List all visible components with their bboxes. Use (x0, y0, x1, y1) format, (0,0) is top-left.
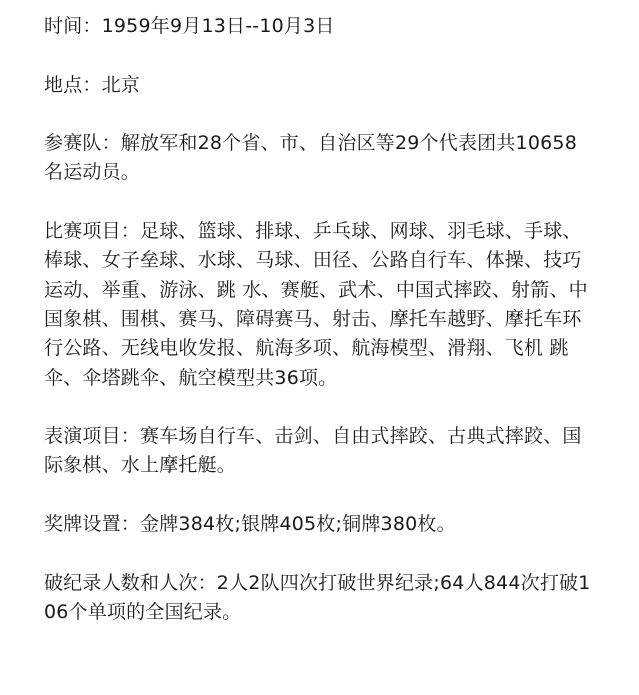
paragraph-events: 比赛项目：足球、篮球、排球、乒乓球、网球、羽毛球、手球、棒球、女子垒球、水球、马球、田径、公路自行车、体操、技巧运动、举重、游泳、跳 水、赛艇、武术、中国式摔跤、射箭、中国象棋、围棋、赛马、障碍赛马、射击、摩托车越野、摩托车环行公路、无线电收发报、航海多项、航海模型、滑翔、飞机 跳伞、伞塔跳伞、航空模型共36项。 (44, 220, 588, 389)
paragraph-demonstrations: 表演项目：赛车场自行车、击剑、自由式摔跤、古典式摔跤、国际象棋、水上摩托艇。 (44, 425, 582, 477)
paragraph-location: 地点：北京 (44, 73, 141, 96)
paragraph-teams: 参赛队：解放军和28个省、市、自治区等29个代表团共10658名运动员。 (44, 132, 577, 184)
paragraph-records: 破纪录人数和人次：2人2队四次打破世界纪录;64人844次打破106个单项的全国纪录。 (44, 571, 591, 623)
paragraph-time: 时间：1959年9月13日--10月3日 (44, 15, 335, 37)
document-body (44, 12, 592, 627)
paragraph-medals: 奖牌设置：金牌384枚;银牌405枚;铜牌380枚。 (44, 513, 456, 536)
